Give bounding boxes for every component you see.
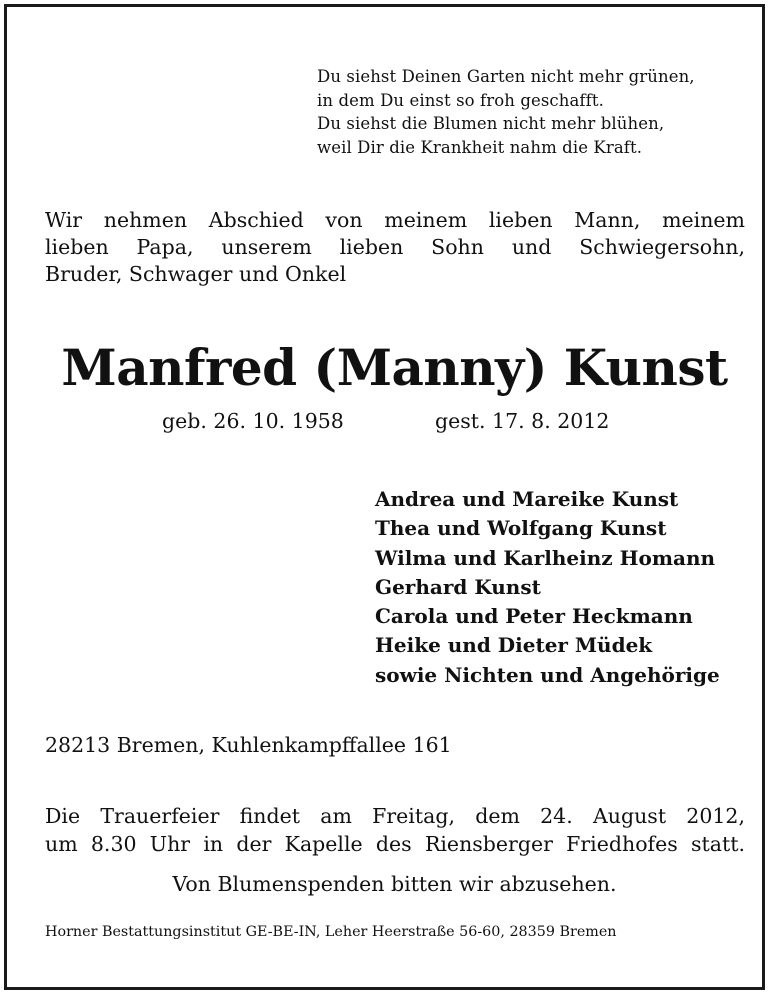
farewell-intro	[45, 207, 745, 288]
intro-line: Wir nehmen Abschied von meinem lieben Mann, meinem	[45, 208, 745, 232]
mourner-entry: Thea und Wolfgang Kunst	[375, 516, 667, 541]
poem-line: Du siehst Deinen Garten nicht mehr grünen,	[317, 67, 695, 86]
mourner-entry: Heike und Dieter Müdek	[375, 633, 653, 658]
funeral-service-info	[45, 802, 745, 858]
service-line: Die Trauerfeier findet am Freitag, dem 24. August 2012,	[45, 804, 745, 828]
poem-line: weil Dir die Krankheit nahm die Kraft.	[317, 137, 643, 157]
flowers-note: Von Blumenspenden bitten wir abzusehen.	[172, 872, 617, 896]
memorial-poem	[317, 65, 747, 159]
family-address: 28213 Bremen, Kuhlenkampffallee 161	[45, 733, 452, 757]
poem-line: in dem Du einst so froh geschafft.	[317, 90, 604, 110]
mourner-entry: Carola und Peter Heckmann	[375, 604, 693, 629]
undertaker-info: Horner Bestattungsinstitut GE-BE-IN, Leher Heerstraße 56-60, 28359 Bremen	[45, 924, 617, 940]
deceased-name: Manfred (Manny) Kunst	[61, 338, 728, 397]
intro-line: lieben Papa, unserem lieben Sohn und Schwiegersohn,	[45, 235, 745, 259]
mourner-entry: sowie Nichten und Angehörige	[375, 662, 720, 687]
mourner-entry: Andrea und Mareike Kunst	[375, 487, 679, 511]
mourner-entry: Wilma und Karlheinz Homann	[375, 545, 716, 570]
poem-line: Du siehst die Blumen nicht mehr blühen,	[317, 114, 665, 133]
obituary-notice	[4, 4, 765, 990]
intro-line: Bruder, Schwager und Onkel	[45, 262, 347, 286]
mourner-entry: Gerhard Kunst	[375, 574, 541, 599]
death-date: gest. 17. 8. 2012	[435, 409, 610, 433]
service-line: um 8.30 Uhr in der Kapelle des Riensberger Friedhofes statt.	[45, 832, 745, 856]
mourners-list	[375, 485, 775, 690]
birth-date: geb. 26. 10. 1958	[162, 409, 344, 433]
